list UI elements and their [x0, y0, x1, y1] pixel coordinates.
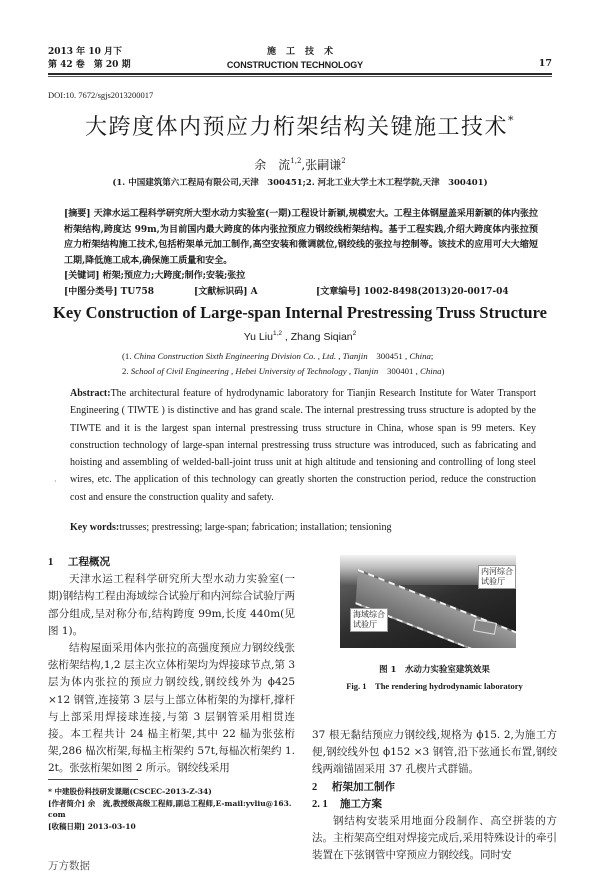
abstract-en-label: Abstract — [70, 388, 108, 399]
author-affil-sup: 2 — [341, 157, 346, 165]
figure-1-caption-cn: 图 1 水动力实验室建筑效果 — [379, 665, 490, 675]
clc-label: [中图分类号] — [64, 287, 118, 297]
abstract-cn-label: [摘要] — [64, 209, 91, 219]
author-affil-sup: 1,2 — [290, 157, 302, 165]
subsection-title: 施工方案 — [340, 797, 382, 810]
title-footnote-mark: * — [508, 114, 515, 127]
authors-cn — [0, 156, 600, 173]
affiliation-en-1 — [122, 349, 562, 364]
doc-code-value: A — [250, 287, 258, 297]
scan-speck: · — [54, 477, 57, 486]
running-header-journal — [226, 46, 370, 72]
author-separator: , — [301, 158, 306, 172]
affil-prefix: (1. — [122, 351, 134, 361]
author-name: 余 流 — [254, 158, 291, 172]
subsection-number: 2. 1 — [312, 798, 328, 810]
keywords-en-text: trusses; prestressing; large-span; fabrication; installation; tensioning — [119, 522, 392, 533]
affil-postcode: 300451 , — [367, 351, 410, 361]
abstract-cn — [64, 207, 538, 285]
affiliation-en — [122, 349, 562, 379]
author-bio-label: [作者简介] — [48, 798, 86, 808]
affiliation-cn: (1. 中国建筑第六工程局有限公司,天津 300451;2. 河北工业大学土木工程学院,天津 300401) — [112, 178, 488, 188]
fund-note: * 中建股份科技研发课题(CSCEC-2013-Z-34) — [48, 787, 212, 796]
keywords-cn-label: [关键词] — [64, 271, 100, 281]
paragraph-continuation: 37 根无黏结预应力钢绞线,规格为 ϕ15. 2,为施工方便,钢绞线外包 ϕ152 ×3 钢管,沿下弦通长布置,钢绞线两端锚固采用 37 孔楔片式群锚。 — [312, 729, 557, 776]
paragraph: 钢结构安装采用地面分段制作、高空拼装的方法。主桁架高空组对焊接完成后,采用特殊设计的牵引装置在下弦钢管中穿预应力钢绞线。同时安 — [312, 815, 557, 862]
keywords-en — [70, 522, 536, 533]
doi: DOI:10. 7672/sgjs2013200017 — [48, 90, 154, 100]
author-separator: , — [281, 331, 291, 343]
affil-org: School of Civil Engineering , Hebei University of Technology , Tianjin — [130, 366, 379, 376]
figure-1-rendering — [340, 555, 516, 648]
running-header-left — [48, 46, 131, 72]
body-right-column — [312, 727, 557, 865]
issue-date: 2013 年 10 月下 — [48, 47, 122, 57]
journal-name-cn: 施工技术 — [266, 47, 343, 57]
figure-1-caption-en: Fig. 1 The rendering hydrodynamic laboratory — [346, 681, 523, 691]
author-affil-sup: 1,2 — [272, 330, 282, 337]
title-cn-text: 大跨度体内预应力桁架结构关键施工技术 — [84, 115, 508, 140]
received-label: [收稿日期] — [48, 821, 86, 831]
affil-postcode: 300401 , — [378, 366, 421, 376]
classification-row — [64, 284, 538, 297]
journal-name-en: CONSTRUCTION TECHNOLOGY — [226, 60, 364, 70]
affil-country: China — [420, 366, 442, 376]
affil-prefix: 2. — [122, 366, 131, 376]
affil-end: ) — [441, 366, 445, 376]
header-rule-thin — [48, 76, 552, 77]
author-affil-sup: 2 — [352, 330, 357, 337]
subsection-heading-2-1 — [312, 796, 557, 813]
section-heading-1 — [48, 554, 295, 571]
author-name: 张嗣谦 — [305, 158, 342, 172]
author-bio-text: 余 流,教授级高级工程师,副总工程师,E-mail:yvliu@163. com — [48, 798, 292, 819]
title-cn — [0, 110, 600, 141]
abstract-cn-text: 天津水运工程科学研究所大型水动力实验室(一期)工程设计新颖,规模宏大。工程主体钢屋盖采用新颖的体内张拉桁架结构,跨度达 99m,为目前国内最大跨度的体内张拉预应力钢绞线桁架结构。基于工程实践,介绍大跨度体内张拉预应力桁架结构施工技术,包括桁架单元加工制作,高空安装和微调就位,钢绞线的张拉与控制等。该技术的应用可大大缩短工期,降低施工成本,确保施工质量和安全。 — [64, 209, 538, 266]
author-name-en: Yu Liu — [243, 331, 273, 343]
doc-code-label: [文献标识码] — [194, 287, 248, 297]
section-number: 1 — [48, 557, 54, 568]
watermark: 万方数据 — [48, 860, 90, 872]
authors-en — [0, 330, 600, 343]
volume-issue: 第 42 卷 第 20 期 — [48, 60, 131, 70]
header-rule — [48, 73, 552, 75]
abstract-en — [70, 385, 536, 506]
paragraph: 结构屋面采用体内张拉的高强度预应力钢绞线张弦桁架结构,1,2 层主次立体桁架均为焊接球节点,第 3 层为体内张拉的预应力钢绞线,钢绞线外为 ϕ425 ×12 钢管,连接第 3 层与上部立体桁架的为撑杆,撑杆与上部采用焊接球连接,与第 3 层钢管采用相贯连接。本工程共计 24 榀主桁架,其中 22 榀为张弦桁架,286 榀次桁架,每榀主桁架约 57t,每榀次桁架约 1. 2t。张弦桁架如图 2 所示。钢绞线采用 — [48, 642, 295, 775]
affil-country: China — [409, 351, 431, 361]
figure-label-sea-area: 海域综合试验厅 — [350, 608, 388, 632]
section-heading-2 — [312, 779, 557, 796]
article-no-value: 1002-8498(2013)20-0017-04 — [363, 287, 509, 297]
section-title: 桁架加工制作 — [332, 780, 395, 793]
clc-value: TU758 — [120, 287, 155, 297]
footnotes — [48, 786, 298, 832]
affil-org: China Construction Sixth Engineering Division Co. , Ltd. , Tianjin — [133, 351, 368, 361]
figure-label-inner-river: 内河综合试验厅 — [478, 565, 516, 589]
keywords-en-label: Key words — [70, 522, 116, 533]
article-no-label: [文章编号] — [316, 287, 361, 297]
title-en: Key Construction of Large-span Internal Prestressing Truss Structure — [53, 303, 547, 322]
received-date — [48, 821, 298, 833]
affil-end: ; — [430, 351, 434, 361]
page-number: 17 — [538, 58, 552, 69]
section-title: 工程概况 — [68, 556, 110, 568]
paragraph: 天津水运工程科学研究所大型水动力实验室(一期)钢结构工程由海域综合试验厅和内河综合试验厅两部分组成,呈对称分布,结构跨度 99m,长度 440m(见图 1)。 — [48, 573, 295, 637]
footnote-rule — [48, 779, 138, 780]
author-bio — [48, 798, 298, 821]
received-value: 2013-03-10 — [87, 821, 136, 831]
section-number: 2 — [312, 781, 318, 793]
body-left-column — [48, 554, 295, 778]
abstract-en-sep: : — [107, 388, 111, 399]
abstract-en-text: The architectural feature of hydrodynamic laboratory for Tianjin Research Institute for Water Transport Engineering ( TIWTE ) is distinctive and has grand scale. The internal prestressing truss structure is adopted by the TIWTE and it is the largest span internal prestressing truss structure in China, whose span is 99 meters. Key construction technology of large-span internal prestressing truss structure was introduced, such as fabricating and hoisting and assembling of welded-ball-joint truss unit at high altitude and tensioning and controlling of long steel wires, etc. The application of this technology can greatly shorten the construction period, reduce the construction cost and ensure the construction quality and safety. — [70, 388, 536, 503]
affiliation-en-2 — [122, 364, 562, 379]
keywords-cn-text: 桁架;预应力;大跨度;制作;安装;张拉 — [102, 271, 246, 281]
author-name-en: Zhang Siqian — [290, 331, 353, 343]
keywords-en-sep: : — [115, 522, 120, 533]
